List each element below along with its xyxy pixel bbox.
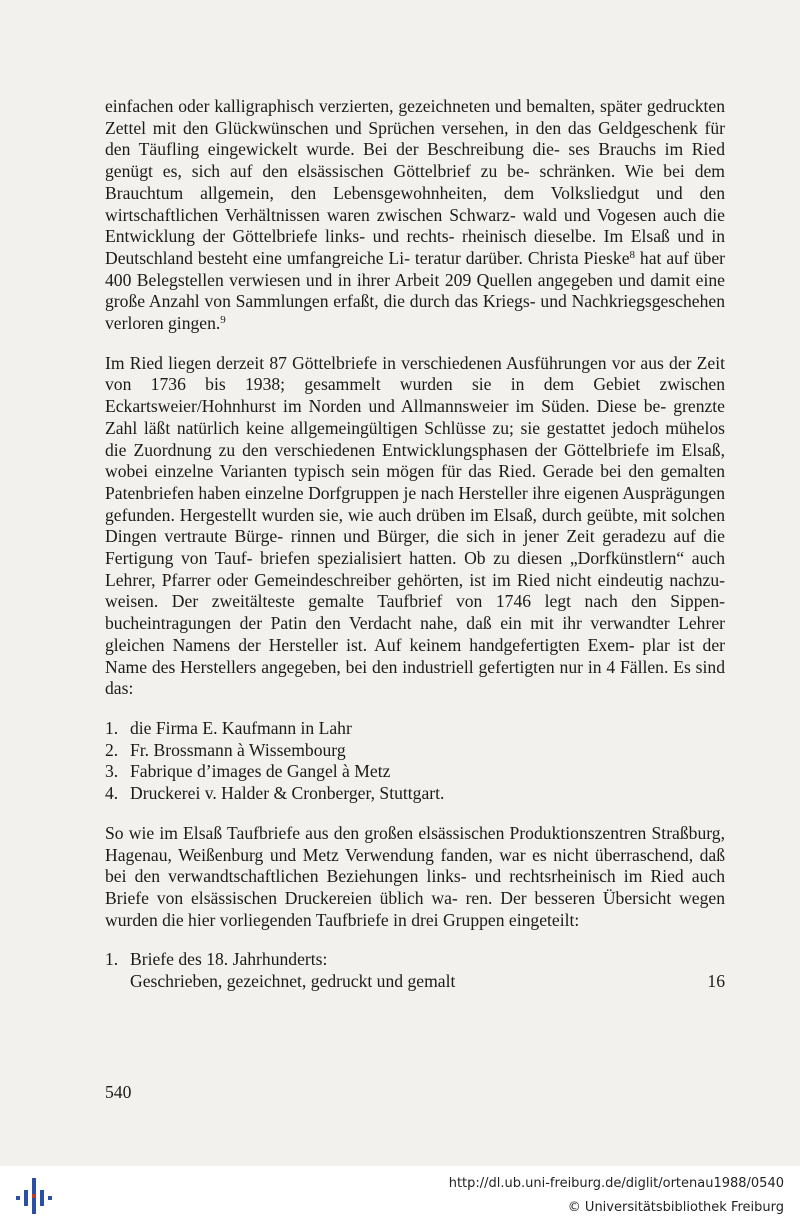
group-description: Geschrieben, gezeichnet, gedruckt und gemalt [130, 971, 456, 992]
library-logo-icon[interactable] [12, 1174, 52, 1218]
list-item [105, 740, 725, 762]
copyright-text: © Universitätsbibliothek Freiburg [567, 1200, 784, 1215]
list-text: die Firma E. Kaufmann in Lahr [130, 717, 352, 738]
list-text: Fabrique d’images de Gangel à Metz [130, 761, 391, 782]
list-number: 3. [105, 761, 119, 782]
paragraph-3: So wie im Elsaß Taufbriefe aus den großen elsässischen Produktionszentren Straßburg, Hagenau, Weißenburg und Metz Verwendung fanden, war es nicht überraschend, daß bei den verwandtschaftlichen Beziehungen links- und rechtsrheinisch im Ried auch Briefe von elsässischen Druckereien üblich wa- ren. Der besseren Übersicht wegen wurden die hier vorliegenden Taufbriefe in drei Gruppen eingeteilt: [105, 822, 725, 930]
list-text: Briefe des 18. Jahrhunderts: [130, 949, 328, 970]
paragraph-1 [105, 96, 725, 335]
paragraph-1-text-b: hat auf über 400 Belegstellen verwiesen und in ihrer Arbeit 209 Quellen angegeben und damit eine große Anzahl von Sammlungen erfaßt, die durch das Kriegs- und Nachkriegsgeschehen verloren gingen. [105, 247, 725, 334]
list-number: 4. [105, 783, 119, 804]
paragraph-1-text-a: einfachen oder kalligraphisch verzierten, gezeichneten und bemalten, später gedruckten Zettel mit den Glückwünschen und Sprüchen versehen, in den das Geldgeschenk für den Täufling eingewickelt wurde. Bei der Beschreibung die- ses Brauchs im Ried genügt es, sich auf den elsässischen Göttelbrief zu be- schränken. Wie bei dem Brauchtum allgemein, den Lebensgewohnheiten, dem Volksliedgut und den wirtschaftlichen Verhältnissen waren zwischen Schwarz- wald und Vogesen auch die Entwicklung der Göttelbriefe links- und rechts- rheinisch dieselbe. Im Elsaß und in Deutschland besteht eine umfangreiche Li- teratur darüber. Christa Pieske [105, 96, 725, 268]
list-text: Druckerei v. Halder & Cronberger, Stuttgart. [130, 783, 445, 804]
list-number: 1. [105, 949, 119, 970]
group-subline [105, 971, 725, 993]
list-number: 1. [105, 717, 119, 738]
footnote-ref-8[interactable]: 8 [629, 248, 635, 261]
groups-list [105, 949, 725, 971]
list-item [105, 783, 725, 805]
group-count: 16 [707, 971, 725, 992]
list-item [105, 949, 725, 971]
footnote-ref-9[interactable]: 9 [220, 314, 226, 327]
paragraph-2: Im Ried liegen derzeit 87 Göttelbriefe in verschiedenen Ausführungen vor aus der Zeit von 1736 bis 1938; gesammelt wurden sie in dem Gebiet zwischen Eckartsweier/Hohnhurst im Norden und Allmannsweier im Süden. Diese be- grenzte Zahl läßt natürlich keine allgemeingültigen Schlüsse zu; sie gestattet jedoch mühelos die Zuordnung zu den verschiedenen Entwicklungsphasen der Göttelbriefe im Elsaß, wobei einzelne Varianten typisch sein mögen für das Ried. Gerade bei den gemalten Patenbriefen haben einzelne Dorfgruppen je nach Hersteller ihre eigenen Ausprägungen gefunden. Hergestellt wurden sie, wie auch drüben im Elsaß, durch geübte, mit solchen Dingen vertraute Bürge- rinnen und Bürger, die sich in jener Zeit geradezu auf die Fertigung von Tauf- briefen spezialisiert hatten. Ob zu diesen „Dorfkünstlern“ auch Lehrer, Pfarrer oder Gemeindeschreiber gehörten, ist im Ried nicht eindeutig nachzu- weisen. Der zweitälteste gemalte Taufbrief von 1746 legt nach den Sippen- bucheintragungen der Patin den Verdacht nahe, daß ein mit ihr verwandter Lehrer gleichen Namens der Hersteller ist. Auf keinem handgefertigten Exem- plar ist der Name des Herstellers angegeben, bei den industriell gefertigten nur in 4 Fällen. Es sind das: [105, 352, 725, 699]
list-text: Fr. Brossmann à Wissembourg [130, 739, 346, 760]
body-text [105, 96, 725, 993]
list-item [105, 761, 725, 783]
page-number: 540 [105, 1082, 132, 1102]
footer-bar [0, 1166, 800, 1224]
makers-list [105, 718, 725, 805]
source-url-link[interactable]: http://dl.ub.uni-freiburg.de/diglit/ortenau1988/0540 [448, 1176, 784, 1191]
list-item [105, 718, 725, 740]
list-number: 2. [105, 739, 119, 760]
